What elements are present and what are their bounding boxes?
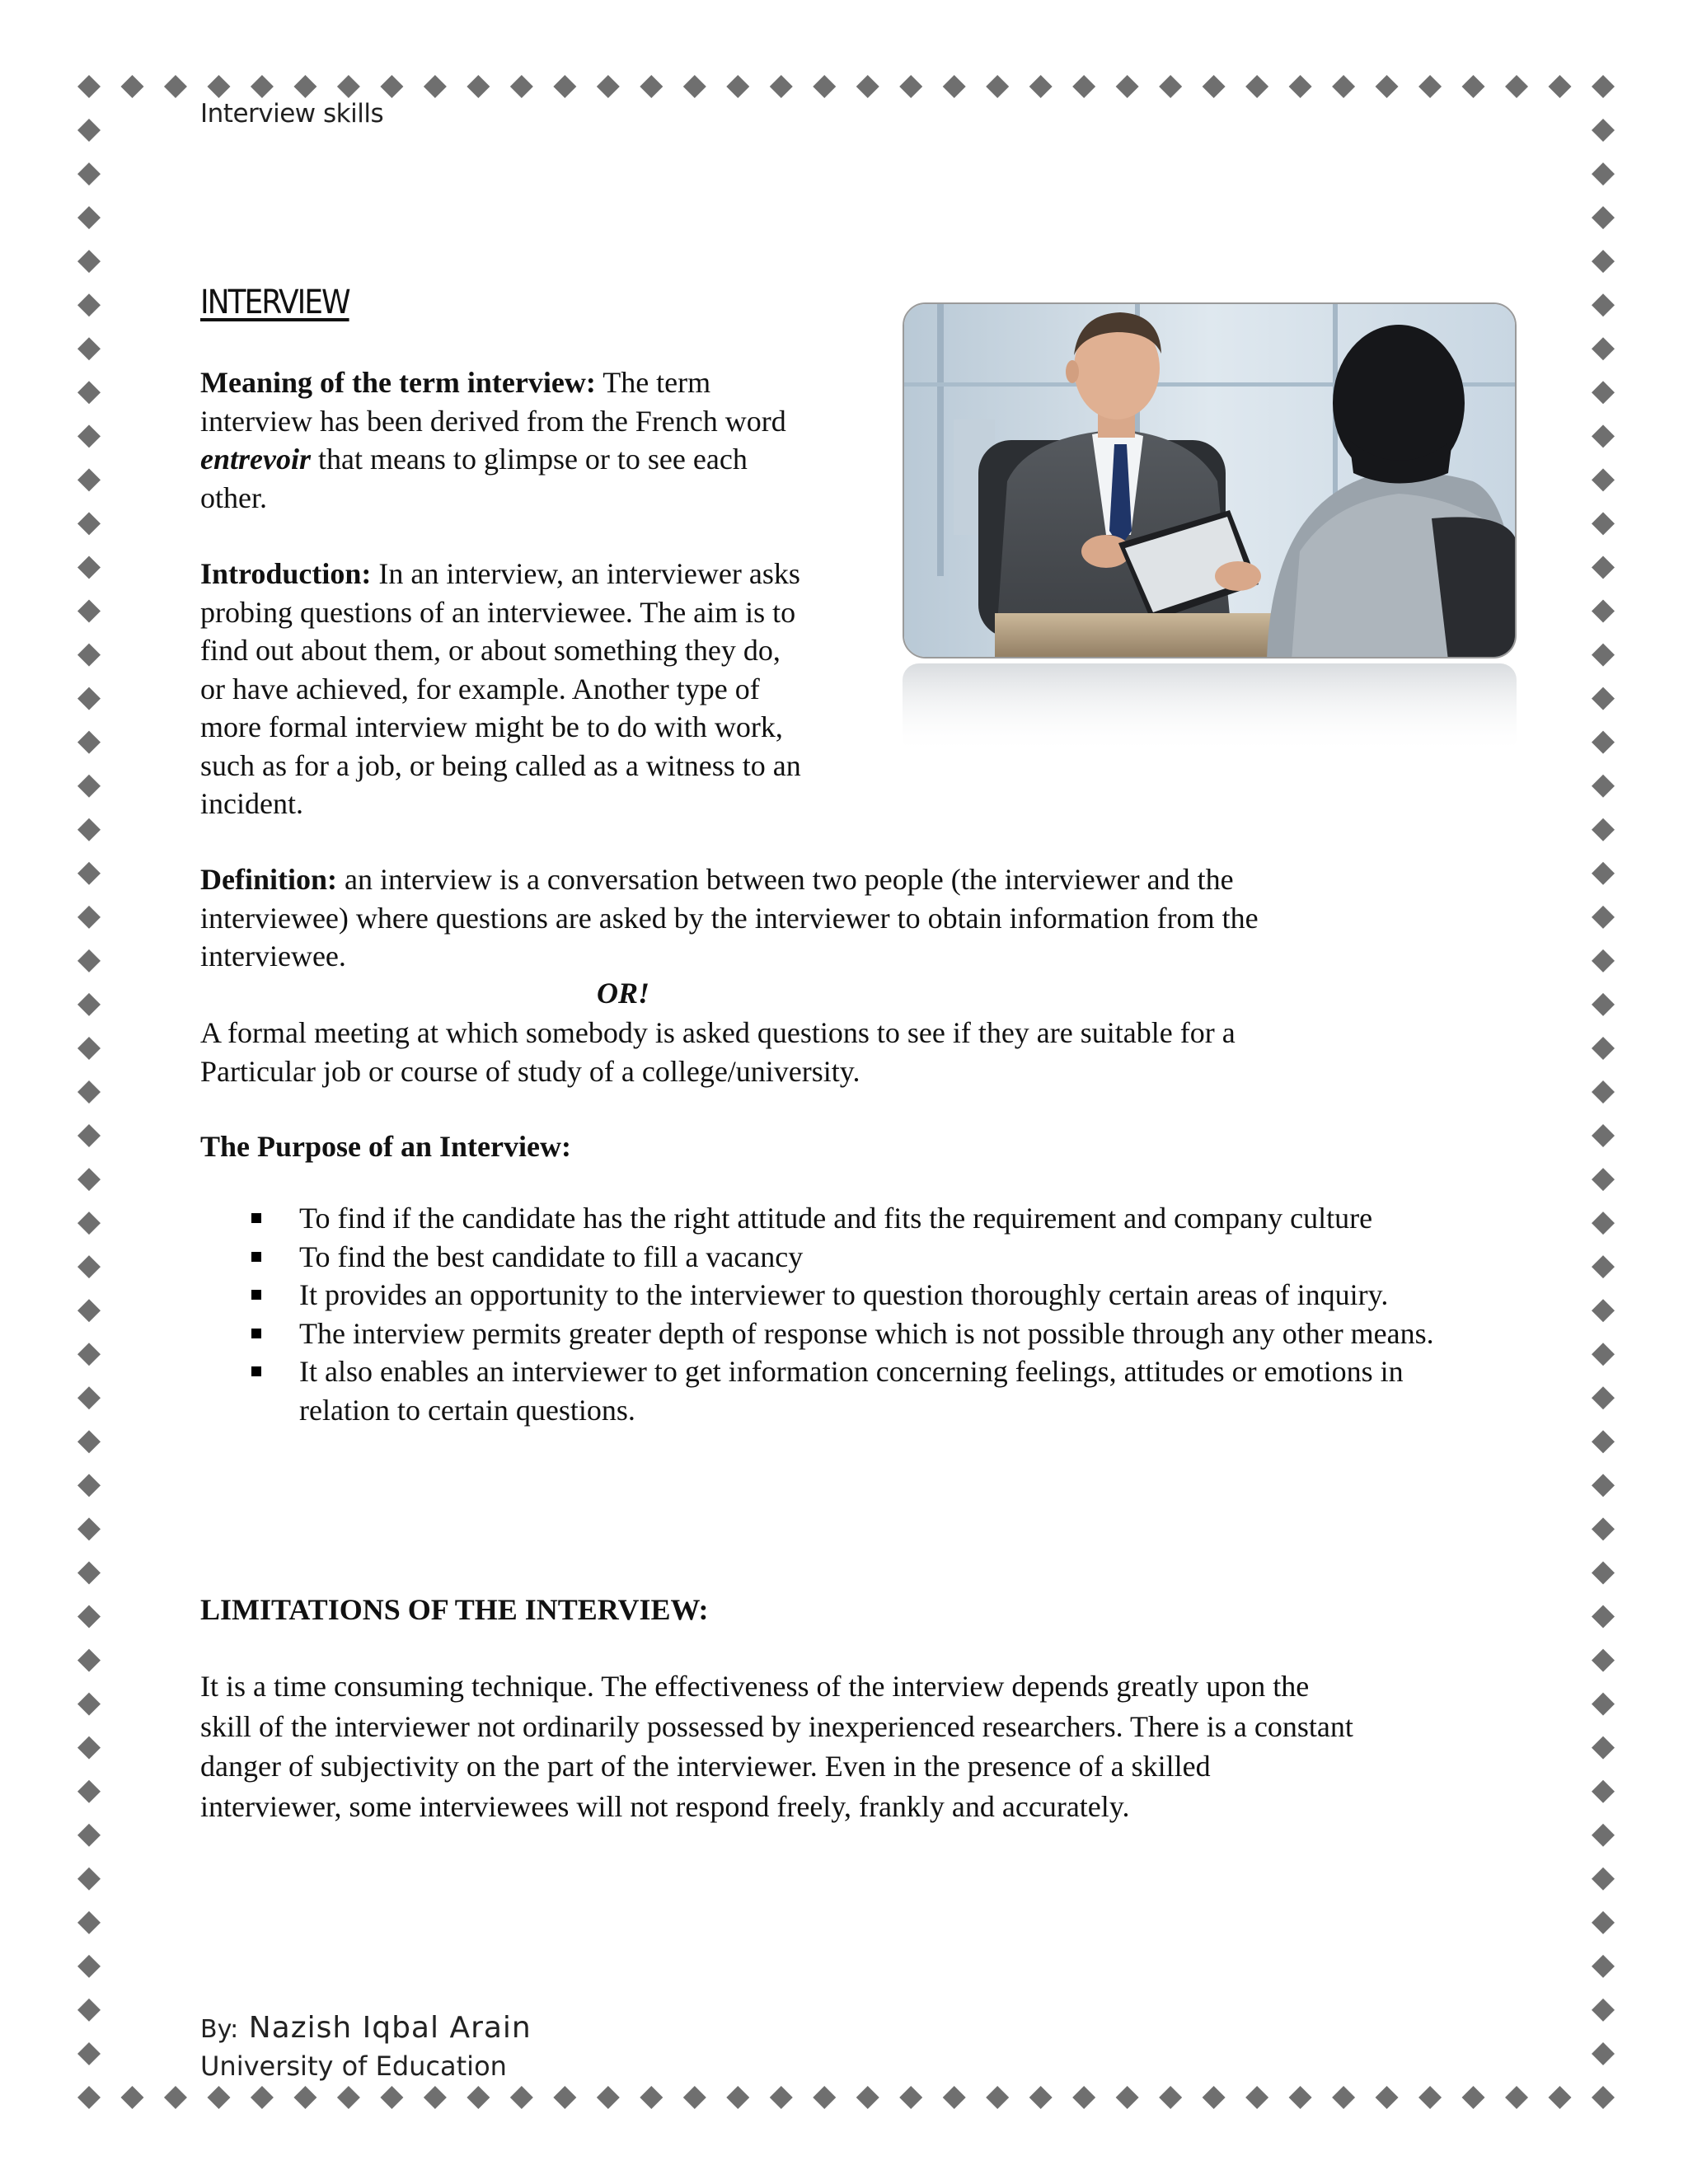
border-diamond-icon [77,1080,101,1104]
border-diamond-icon [77,1999,101,2022]
border-diamond-icon [77,1343,101,1366]
meaning-label: Meaning of the term interview: [200,366,596,399]
border-diamond-icon [1072,75,1095,98]
border-diamond-icon [1592,468,1615,491]
border-diamond-icon [77,862,101,885]
border-diamond-icon [1592,1080,1615,1104]
border-diamond-icon [77,1693,101,1716]
text-line: danger of subjectivity on the part of the interviewer. Even in the presence of a skilled [200,1750,1211,1783]
border-diamond-icon [1332,2086,1355,2109]
introduction-label: Introduction: [200,557,372,590]
border-diamond-icon [1505,2086,1528,2109]
border-diamond-icon [1592,1649,1615,1672]
text-line: more formal interview might be to do with work, [200,710,783,743]
border-diamond-icon [207,2086,230,2109]
border-diamond-icon [293,2086,316,2109]
list-item-text: The interview permits greater depth of response which is not possible through any other means. [299,1316,1434,1350]
border-diamond-icon [1592,1212,1615,1235]
border-diamond-icon [77,600,101,623]
border-diamond-icon [1592,1474,1615,1497]
border-diamond-icon [77,818,101,841]
border-diamond-icon [1203,75,1226,98]
border-diamond-icon [597,2086,620,2109]
border-diamond-icon [1592,775,1615,798]
border-diamond-icon [1592,293,1615,316]
border-diamond-icon [380,75,403,98]
border-diamond-icon [77,1868,101,1891]
border-diamond-icon [1245,75,1268,98]
border-diamond-icon [1592,1955,1615,1978]
border-diamond-icon [683,75,706,98]
border-diamond-icon [1592,1255,1615,1278]
border-diamond-icon [77,1168,101,1191]
border-diamond-icon [1116,2086,1139,2109]
border-diamond-icon [77,1517,101,1540]
border-diamond-icon [120,2086,143,2109]
border-diamond-icon [553,75,576,98]
border-diamond-icon [1159,2086,1182,2109]
text-line: interviewee) where questions are asked by the interviewer to obtain information from the [200,901,1259,935]
border-diamond-icon [1592,555,1615,579]
border-diamond-icon [77,1212,101,1235]
border-diamond-icon [1592,1037,1615,1060]
border-diamond-icon [1592,600,1615,623]
border-diamond-icon [1592,1386,1615,1409]
border-diamond-icon [207,75,230,98]
border-diamond-icon [1245,2086,1268,2109]
border-diamond-icon [683,2086,706,2109]
border-diamond-icon [1592,75,1615,98]
border-diamond-icon [77,1736,101,1760]
introduction-paragraph [200,555,884,823]
border-diamond-icon [1592,1911,1615,1934]
text-line: probing questions of an interviewee. The aim is to [200,595,796,629]
term-entrevoir: entrevoir [200,443,311,476]
text-line: The term [595,366,711,399]
border-diamond-icon [1592,1605,1615,1629]
border-diamond-icon [77,337,101,360]
border-diamond-icon [943,75,966,98]
border-diamond-icon [77,1649,101,1672]
text-line: In an interview, an interviewer asks [371,557,800,590]
border-diamond-icon [251,2086,274,2109]
border-diamond-icon [1029,75,1053,98]
border-diamond-icon [77,1037,101,1060]
border-diamond-icon [1592,206,1615,229]
border-diamond-icon [813,2086,836,2109]
border-diamond-icon [1332,75,1355,98]
border-diamond-icon [77,644,101,667]
border-diamond-icon [1592,119,1615,142]
border-diamond-icon [856,75,879,98]
border-diamond-icon [424,75,447,98]
border-diamond-icon [77,424,101,448]
list-item-text: To find the best candidate to fill a vacancy [299,1240,804,1273]
reflection-shape [903,663,1517,754]
border-diamond-icon [1418,75,1442,98]
square-bullet-icon [251,1366,261,1376]
border-diamond-icon [77,1299,101,1322]
border-diamond-icon [1029,2086,1053,2109]
border-diamond-icon [467,2086,490,2109]
running-header: Interview skills [200,99,384,129]
border-diamond-icon [120,75,143,98]
border-diamond-icon [77,1911,101,1934]
border-diamond-icon [770,75,793,98]
border-diamond-icon [640,2086,663,2109]
text-line: interviewer, some interviewees will not respond freely, frankly and accurately. [200,1789,1130,1823]
border-diamond-icon [77,381,101,404]
border-diamond-icon [77,1561,101,1584]
border-diamond-icon [1592,1561,1615,1584]
border-diamond-icon [77,1255,101,1278]
list-item-text: To find if the candidate has the right attitude and fits the requirement and company culture [299,1202,1373,1235]
list-item-text: It provides an opportunity to the interviewer to question thoroughly certain areas of inquiry. [299,1278,1389,1311]
border-diamond-icon [1592,949,1615,972]
border-diamond-icon [943,2086,966,2109]
text-line: interviewee. [200,940,346,972]
photo-reflection [903,663,1517,754]
border-diamond-icon [77,1605,101,1629]
border-diamond-icon [1592,2042,1615,2065]
border-diamond-icon [1418,2086,1442,2109]
border-diamond-icon [1592,1824,1615,1847]
border-diamond-icon [1592,993,1615,1016]
text-line: such as for a job, or being called as a witness to an [200,748,801,782]
border-diamond-icon [164,75,187,98]
page-title: INTERVIEW [200,284,349,321]
border-diamond-icon [899,2086,922,2109]
border-diamond-icon [77,949,101,972]
border-diamond-icon [1549,75,1572,98]
alternate-definition [200,1014,1519,1090]
square-bullet-icon [251,1329,261,1338]
border-diamond-icon [77,119,101,142]
border-diamond-icon [77,250,101,273]
text-line: skill of the interviewer not ordinarily possessed by inexperienced researchers. There is a constant [200,1709,1353,1743]
border-diamond-icon [1592,644,1615,667]
border-diamond-icon [1203,2086,1226,2109]
border-diamond-icon [337,75,360,98]
border-diamond-icon [640,75,663,98]
border-diamond-icon [1592,337,1615,360]
list-item [200,1199,1486,1238]
by-label: By: [200,2015,239,2044]
border-diamond-icon [1592,862,1615,885]
border-diamond-icon [1592,1780,1615,1803]
border-diamond-icon [77,775,101,798]
list-item [200,1315,1486,1353]
border-diamond-icon [1592,906,1615,929]
border-diamond-icon [77,2042,101,2065]
border-diamond-icon [77,906,101,929]
author-name: Nazish Iqbal Arain [238,2011,532,2045]
border-diamond-icon [1592,1517,1615,1540]
border-diamond-icon [1592,2086,1615,2109]
border-diamond-icon [1462,75,1485,98]
border-diamond-icon [77,1474,101,1497]
purpose-heading: The Purpose of an Interview: [200,1130,571,1163]
list-item [200,1238,1486,1277]
border-diamond-icon [293,75,316,98]
border-diamond-icon [1592,250,1615,273]
border-diamond-icon [1592,381,1615,404]
text-line: A formal meeting at which somebody is asked questions to see if they are suitable for a [200,1016,1236,1049]
border-diamond-icon [1592,512,1615,535]
institution-name: University of Education [200,2050,507,2082]
border-diamond-icon [1592,687,1615,710]
border-diamond-icon [1592,162,1615,185]
border-diamond-icon [77,468,101,491]
or-separator: OR! [597,977,650,1010]
border-diamond-icon [856,2086,879,2109]
border-diamond-icon [77,1430,101,1453]
definition-paragraph [200,860,1519,976]
border-diamond-icon [1549,2086,1572,2109]
border-diamond-icon [986,2086,1009,2109]
border-diamond-icon [77,206,101,229]
square-bullet-icon [251,1290,261,1300]
border-diamond-icon [467,75,490,98]
text-line: or have achieved, for example. Another type of [200,672,760,705]
border-diamond-icon [77,1955,101,1978]
border-diamond-icon [77,555,101,579]
text-line: Particular job or course of study of a college/university. [200,1054,860,1088]
border-diamond-icon [1592,818,1615,841]
border-diamond-icon [337,2086,360,2109]
border-diamond-icon [77,1386,101,1409]
border-diamond-icon [1592,1736,1615,1760]
border-diamond-icon [1592,1868,1615,1891]
border-diamond-icon [77,162,101,185]
border-diamond-icon [1159,75,1182,98]
border-diamond-icon [1592,731,1615,754]
list-item [200,1276,1486,1315]
text-line: incident. [200,787,303,820]
border-diamond-icon [77,1780,101,1803]
border-diamond-icon [553,2086,576,2109]
border-diamond-icon [1462,2086,1485,2109]
interview-photo [903,302,1517,658]
border-diamond-icon [77,993,101,1016]
border-diamond-icon [899,75,922,98]
border-diamond-icon [726,75,749,98]
definition-label: Definition: [200,863,337,896]
border-diamond-icon [77,731,101,754]
text-line: that means to glimpse or to see each [310,443,748,476]
border-diamond-icon [1376,75,1399,98]
border-diamond-icon [1116,75,1139,98]
meaning-paragraph [200,363,884,517]
limitations-heading: LIMITATIONS OF THE INTERVIEW: [200,1593,709,1626]
list-item-text: It also enables an interviewer to get information concerning feelings, attitudes or emotions in relation to certain questions. [299,1355,1404,1427]
border-diamond-icon [1376,2086,1399,2109]
border-diamond-icon [424,2086,447,2109]
border-diamond-icon [77,1824,101,1847]
border-diamond-icon [770,2086,793,2109]
text-line: an interview is a conversation between two people (the interviewer and the [337,863,1234,896]
border-diamond-icon [77,512,101,535]
border-diamond-icon [1592,1299,1615,1322]
border-diamond-icon [1592,1430,1615,1453]
text-line: interview has been derived from the French word [200,404,786,438]
text-line: It is a time consuming technique. The effectiveness of the interview depends greatly upon the [200,1670,1310,1703]
border-diamond-icon [1592,1693,1615,1716]
border-diamond-icon [1592,1124,1615,1147]
border-diamond-icon [77,2086,101,2109]
border-diamond-icon [1289,75,1312,98]
border-diamond-icon [1592,424,1615,448]
border-diamond-icon [510,75,533,98]
border-diamond-icon [77,1124,101,1147]
border-diamond-icon [1592,1999,1615,2022]
border-diamond-icon [1289,2086,1312,2109]
square-bullet-icon [251,1252,261,1262]
border-diamond-icon [1072,2086,1095,2109]
purpose-list [200,1199,1486,1429]
border-diamond-icon [77,687,101,710]
border-diamond-icon [510,2086,533,2109]
square-bullet-icon [251,1213,261,1223]
border-diamond-icon [380,2086,403,2109]
border-diamond-icon [726,2086,749,2109]
list-item [200,1352,1486,1429]
limitations-paragraph [200,1666,1519,1826]
border-diamond-icon [164,2086,187,2109]
border-diamond-icon [1592,1343,1615,1366]
border-diamond-icon [813,75,836,98]
border-diamond-icon [77,75,101,98]
border-diamond-icon [986,75,1009,98]
author-line [200,2011,532,2045]
border-diamond-icon [77,293,101,316]
interview-illustration [904,304,1517,658]
text-line: other. [200,480,267,514]
border-diamond-icon [597,75,620,98]
border-diamond-icon [251,75,274,98]
border-diamond-icon [1592,1168,1615,1191]
border-diamond-icon [1505,75,1528,98]
text-line: find out about them, or about something they do, [200,634,781,667]
